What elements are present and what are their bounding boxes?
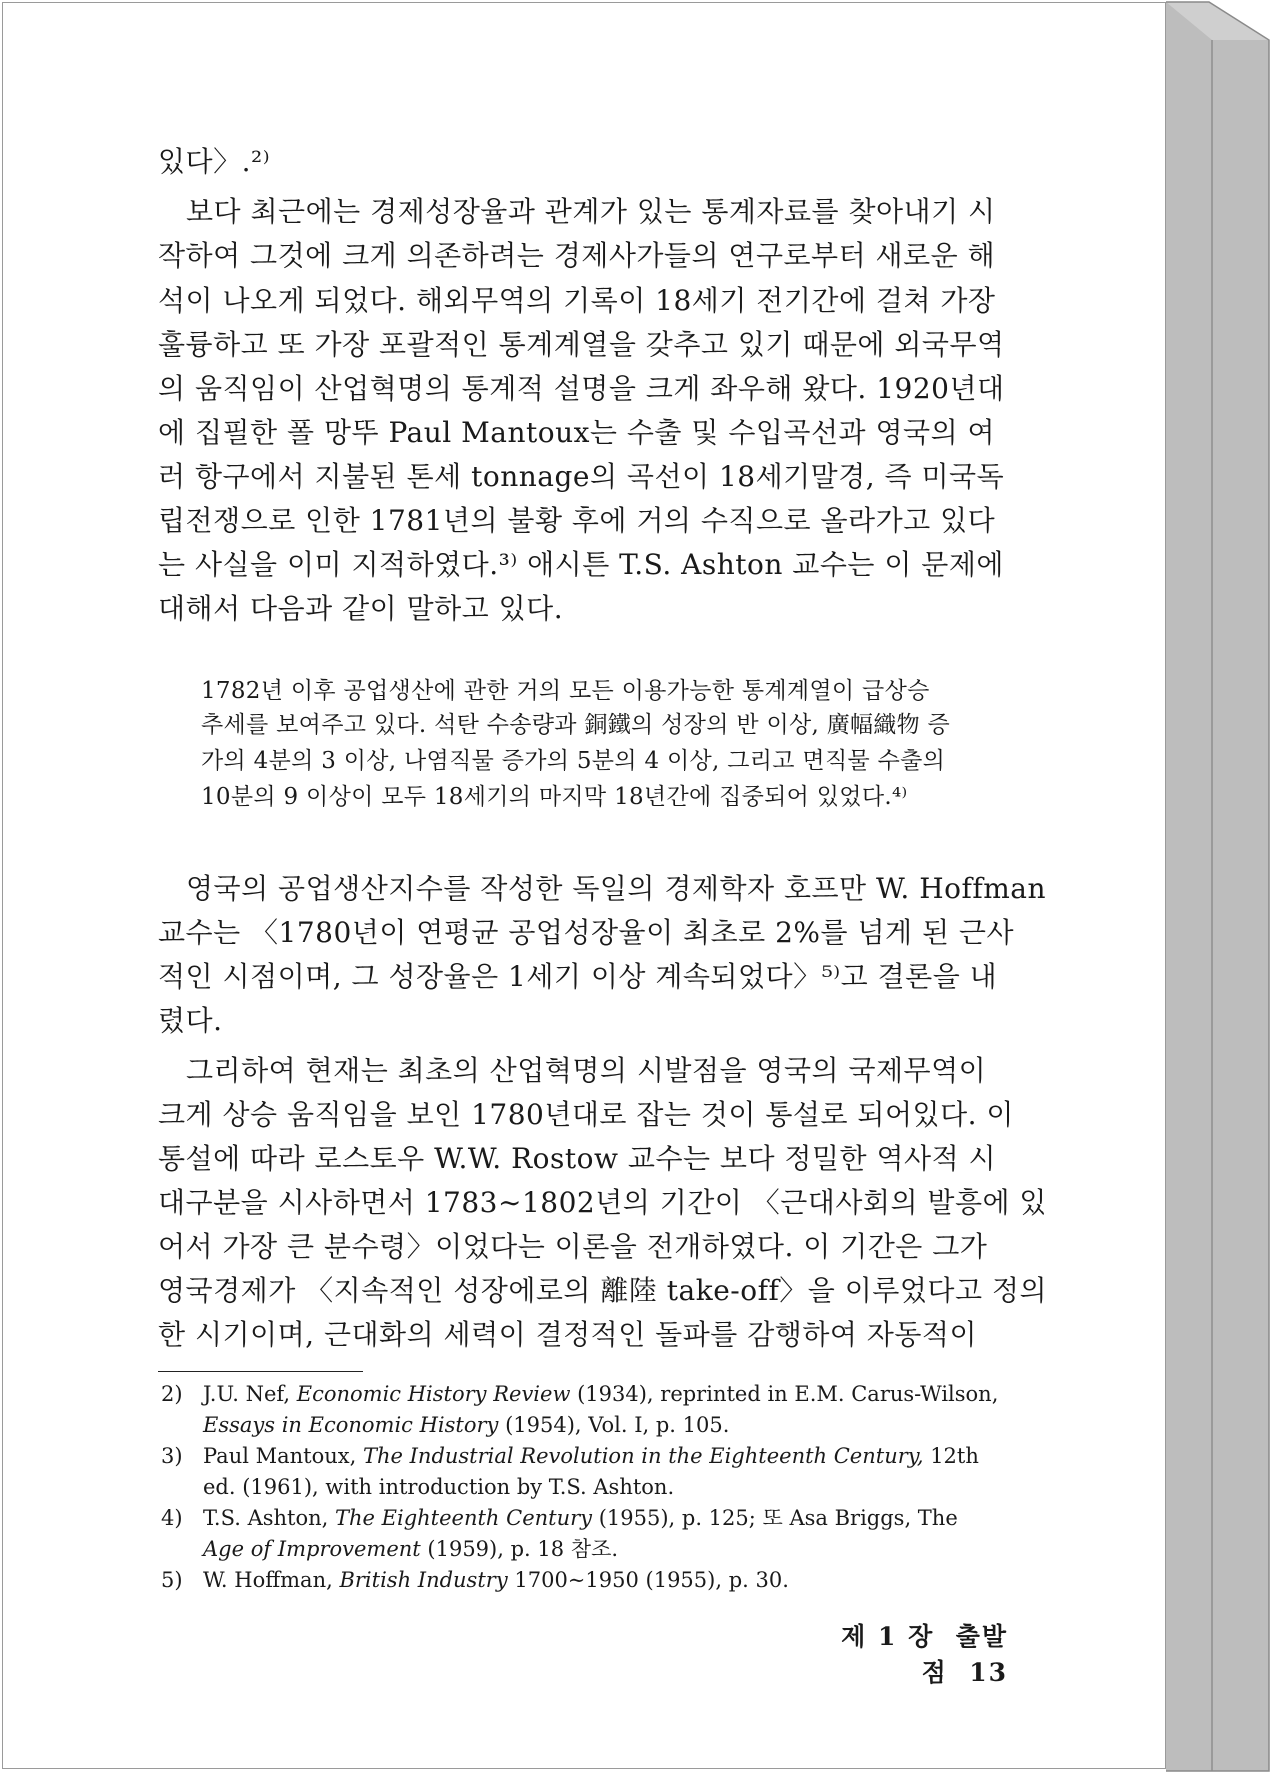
body-line: 어서 가장 큰 분수령〉이었다는 이론을 전개하였다. 이 기간은 그가 (158, 1230, 988, 1263)
footnote-text: T.S. Ashton, (203, 1506, 336, 1530)
footnote-4-cont (203, 1535, 1063, 1563)
body-line: 보다 최근에는 경제성장율과 관계가 있는 통계자료를 찾아내기 시 (186, 195, 996, 228)
quote-line: 추세를 보여주고 있다. 석탄 수송량과 銅鐵의 성장의 반 이상, 廣幅織物 증 (201, 712, 951, 738)
body-line: 교수는 〈1780년이 연평균 공업성장율이 최초로 2%를 넘게 된 근사 (158, 916, 1014, 949)
body-line: 작하여 그것에 크게 의존하려는 경제사가들의 연구로부터 새로운 해 (158, 239, 996, 272)
footer-chapter: 제 1 장 (841, 1622, 935, 1651)
footnote-text: 1700∼1950 (1955), p. 30. (507, 1568, 789, 1592)
quote-line: 가의 4분의 3 이상, 나염직물 증가의 5분의 4 이상, 그리고 면직물 수출의 (201, 748, 946, 774)
footnote-text: (1955), p. 125; 또 Asa Briggs, The (592, 1506, 958, 1530)
body-line: 있다〉.²⁾ (158, 145, 271, 178)
footnote-title: Age of Improvement (203, 1537, 421, 1561)
footnote-text: (1954), Vol. Ⅰ, p. 105. (498, 1413, 730, 1437)
quote-line: 10분의 9 이상이 모두 18세기의 마지막 18년간에 집중되어 있었다.⁴⁾ (201, 784, 908, 810)
footnote-title: Economic History Review (296, 1382, 571, 1406)
body-line: 의 움직임이 산업혁명의 통계적 설명을 크게 좌우해 왔다. 1920년대 (158, 372, 1005, 405)
running-footer (768, 1617, 1008, 1689)
footnote-2 (161, 1380, 1021, 1408)
body-line: 영국의 공업생산지수를 작성한 독일의 경제학자 호프만 W. Hoffman (186, 872, 1046, 905)
footnote-title: The Industrial Revolution in the Eighteenth Century, (362, 1444, 924, 1468)
footnote-2-cont (203, 1411, 1063, 1439)
body-line: 는 사실을 이미 지적하였다.³⁾ 애시튼 T.S. Ashton 교수는 이 문제에 (158, 548, 1004, 581)
body-line: 렸다. (158, 1004, 223, 1037)
footnote-text: Paul Mantoux, (203, 1444, 363, 1468)
footnote-5 (161, 1566, 1021, 1594)
body-line: 적인 시점이며, 그 성장율은 1세기 이상 계속되었다〉⁵⁾고 결론을 내 (158, 960, 998, 993)
footnote-number: 4) (161, 1506, 183, 1530)
footnote-4 (161, 1504, 1021, 1532)
body-line: 영국경제가 〈지속적인 성장에로의 離陸 take-off〉을 이루었다고 정의 (158, 1274, 1047, 1307)
footnote-3 (161, 1442, 1021, 1470)
body-line: 석이 나오게 되었다. 해외무역의 기록이 18세기 전기간에 걸쳐 가장 (158, 284, 996, 317)
footnote-title: British Industry (339, 1568, 508, 1592)
body-line: 훌륭하고 또 가장 포괄적인 통계계열을 갖추고 있기 때문에 외국무역 (158, 328, 1005, 361)
footnote-text: (1959), p. 18 참조. (420, 1537, 619, 1561)
footnote-text: 12th (923, 1444, 979, 1468)
body-line: 립전쟁으로 인한 1781년의 불황 후에 거의 수직으로 올라가고 있다 (158, 504, 996, 537)
page-number: 13 (969, 1658, 1008, 1687)
body-line: 한 시기이며, 근대화의 세력이 결정적인 돌파를 감행하여 자동적이 (158, 1318, 978, 1351)
body-line: 크게 상승 움직임을 보인 1780년대로 잡는 것이 통설로 되어있다. 이 (158, 1098, 1014, 1131)
footnote-text: W. Hoffman, (203, 1568, 340, 1592)
body-line: 대구분을 시사하면서 1783∼1802년의 기간이 〈근대사회의 발흥에 있 (158, 1186, 1047, 1219)
footer-title: 출발점 (921, 1622, 1008, 1687)
footnote-text: (1934), reprinted in E.M. Carus-Wilson, (570, 1382, 999, 1406)
book-page (2, 2, 1166, 1769)
body-line: 대해서 다음과 같이 말하고 있다. (158, 592, 564, 625)
book-side-face (1166, 2, 1269, 1771)
body-line: 러 항구에서 지불된 톤세 tonnage의 곡선이 18세기말경, 즉 미국독 (158, 460, 1005, 493)
footnote-title: The Eighteenth Century (335, 1506, 593, 1530)
body-line: 에 집필한 폴 망뚜 Paul Mantoux는 수출 및 수입곡선과 영국의 여 (158, 416, 996, 449)
footnote-title: Essays in Economic History (203, 1413, 499, 1437)
footnote-number: 5) (161, 1568, 183, 1592)
footnote-text: ed. (1961), with introduction by T.S. Ashton. (203, 1475, 675, 1499)
footnote-text: J.U. Nef, (203, 1382, 297, 1406)
footnote-rule (158, 1371, 363, 1372)
body-line: 통설에 따라 로스토우 W.W. Rostow 교수는 보다 정밀한 역사적 시 (158, 1142, 997, 1175)
footnote-3-cont (203, 1473, 1063, 1501)
quote-line: 1782년 이후 공업생산에 관한 거의 모든 이용가능한 통계계열이 급상승 (201, 678, 930, 704)
body-line: 그리하여 현재는 최초의 산업혁명의 시발점을 영국의 국제무역이 (186, 1054, 987, 1087)
footnote-number: 2) (161, 1382, 183, 1406)
footnote-number: 3) (161, 1444, 183, 1468)
